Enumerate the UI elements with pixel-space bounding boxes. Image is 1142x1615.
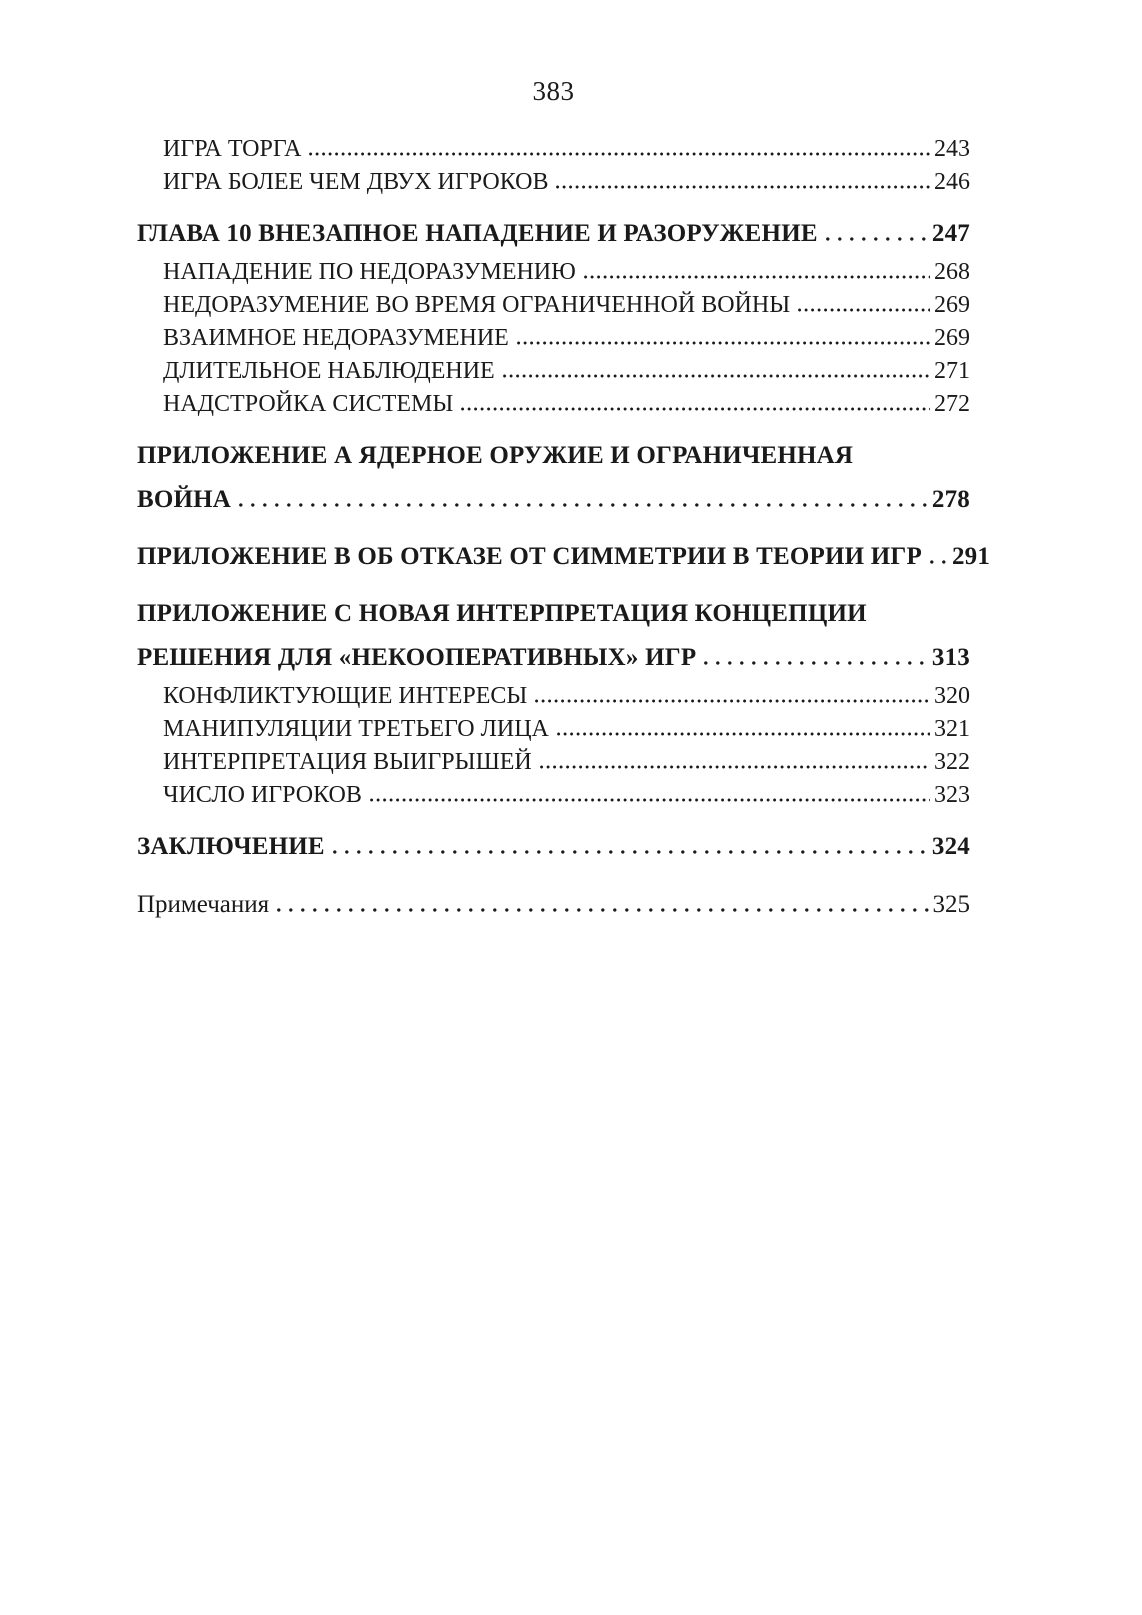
dot-leader <box>798 306 930 312</box>
toc-entry-page: 243 <box>934 136 970 162</box>
toc-entry-page: 271 <box>934 358 970 384</box>
dot-leader <box>556 183 930 189</box>
toc-entry-page: 269 <box>934 292 970 318</box>
toc-entry <box>137 713 970 746</box>
dot-leader <box>370 796 930 802</box>
toc-entry-title: ГЛАВА 10 ВНЕЗАПНОЕ НАПАДЕНИЕ И РАЗОРУЖЕНИЕ <box>137 220 818 247</box>
toc-entry-page: 321 <box>934 716 970 742</box>
toc-entry-page: 313 <box>931 644 970 671</box>
dot-leader <box>930 558 948 564</box>
toc-entry-page: 246 <box>934 169 970 195</box>
toc-entry <box>137 388 970 421</box>
toc-entry <box>137 746 970 779</box>
toc-entry-page: 322 <box>934 749 970 775</box>
dot-leader <box>333 848 928 854</box>
toc-entry-page: 325 <box>932 891 970 918</box>
toc-entry-title: РЕШЕНИЯ ДЛЯ «НЕКООПЕРАТИВНЫХ» ИГР <box>137 644 697 671</box>
toc-entry-page: 247 <box>931 220 970 247</box>
toc-content <box>137 76 991 928</box>
dot-leader <box>540 763 930 769</box>
toc <box>137 133 991 928</box>
toc-entry <box>137 434 970 478</box>
toc-entry <box>137 636 970 680</box>
toc-entry <box>137 133 970 166</box>
toc-entry <box>137 680 970 713</box>
toc-entry-title: Примечания <box>137 891 270 918</box>
toc-entry-page: 320 <box>934 683 970 709</box>
toc-entry <box>137 289 970 322</box>
toc-entry-page: 324 <box>931 833 970 860</box>
dot-leader <box>277 906 928 912</box>
toc-entry-title: ПРИЛОЖЕНИЕ А ЯДЕРНОЕ ОРУЖИЕ И ОГРАНИЧЕННАЯ <box>137 442 854 469</box>
toc-entry-title: ИГРА БОЛЕЕ ЧЕМ ДВУХ ИГРОКОВ <box>163 169 549 195</box>
toc-entry-page: 323 <box>934 782 970 808</box>
dot-leader <box>535 697 930 703</box>
toc-entry <box>137 322 970 355</box>
toc-entry-title: ИНТЕРПРЕТАЦИЯ ВЫИГРЫШЕЙ <box>163 749 532 775</box>
dot-leader <box>309 150 930 156</box>
dot-leader <box>461 405 930 411</box>
toc-entry <box>137 355 970 388</box>
toc-entry-title: НАДСТРОЙКА СИСТЕМЫ <box>163 391 454 417</box>
toc-entry-page: 269 <box>934 325 970 351</box>
toc-entry-title: ПРИЛОЖЕНИЕ С НОВАЯ ИНТЕРПРЕТАЦИЯ КОНЦЕПЦИИ <box>137 600 867 627</box>
dot-leader <box>704 659 928 665</box>
toc-entry <box>137 882 970 928</box>
toc-entry <box>137 592 970 636</box>
toc-entry-title: ИГРА ТОРГА <box>163 136 302 162</box>
toc-entry-title: НАПАДЕНИЕ ПО НЕДОРАЗУМЕНИЮ <box>163 259 576 285</box>
toc-entry <box>137 256 970 289</box>
toc-entry-title: ПРИЛОЖЕНИЕ В ОБ ОТКАЗЕ ОТ СИММЕТРИИ В ТЕОРИИ ИГР <box>137 543 922 570</box>
toc-entry <box>137 825 970 869</box>
toc-entry <box>137 166 970 199</box>
toc-entry-page: 291 <box>951 543 991 570</box>
page-number: 383 <box>532 76 575 106</box>
toc-entry-title: ВОЙНА <box>137 486 232 513</box>
dot-leader <box>517 339 930 345</box>
toc-entry-title: ЗАКЛЮЧЕНИЕ <box>137 833 325 860</box>
toc-entry-title: КОНФЛИКТУЮЩИЕ ИНТЕРЕСЫ <box>163 683 528 709</box>
dot-leader <box>557 730 930 736</box>
dot-leader <box>239 501 928 507</box>
toc-entry-title: ЧИСЛО ИГРОКОВ <box>163 782 362 808</box>
toc-entry-title: МАНИПУЛЯЦИИ ТРЕТЬЕГО ЛИЦА <box>163 716 549 742</box>
dot-leader <box>584 273 930 279</box>
toc-entry-page: 272 <box>934 391 970 417</box>
dot-leader <box>503 372 930 378</box>
toc-entry <box>137 779 970 812</box>
toc-entry-page: 268 <box>934 259 970 285</box>
toc-entry-title: НЕДОРАЗУМЕНИЕ ВО ВРЕМЯ ОГРАНИЧЕННОЙ ВОЙНЫ <box>163 292 791 318</box>
toc-entry <box>137 212 970 256</box>
toc-entry-title: ВЗАИМНОЕ НЕДОРАЗУМЕНИЕ <box>163 325 509 351</box>
toc-entry <box>137 535 991 579</box>
toc-entry <box>137 478 970 522</box>
toc-entry-page: 278 <box>931 486 970 513</box>
dot-leader <box>826 235 928 241</box>
toc-entry-title: ДЛИТЕЛЬНОЕ НАБЛЮДЕНИЕ <box>163 358 495 384</box>
